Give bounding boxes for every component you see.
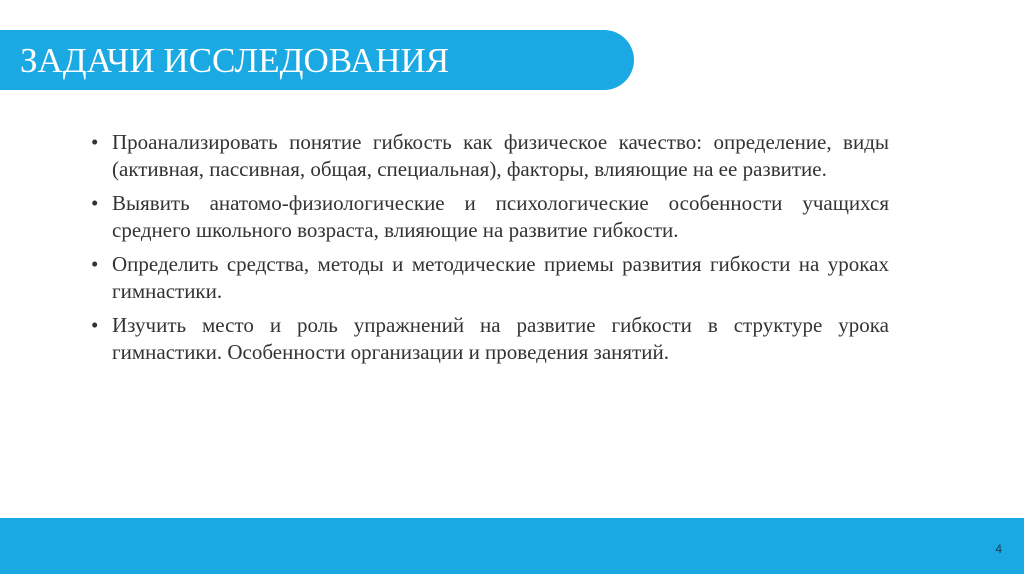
task-text: Изучить место и роль упражнений на развитие гибкости в структуре урока гимнастики. Особенности организации и проведения занятий. <box>112 313 889 364</box>
task-text: Проанализировать понятие гибкость как физическое качество: определение, виды (активная, пассивная, общая, специальная), факторы, влияющие на ее развитие. <box>112 130 889 181</box>
task-list <box>91 129 889 373</box>
page-number: 4 <box>995 542 1002 556</box>
footer-bar <box>0 518 1024 574</box>
task-text: Определить средства, методы и методические приемы развития гибкости на уроках гимнастики. <box>112 252 889 303</box>
bullet-icon: • <box>91 252 99 276</box>
task-text: Выявить анатомо-физиологические и психологические особенности учащихся среднего школьного возраста, влияющие на развитие гибкости. <box>112 191 889 242</box>
bullet-icon: • <box>91 130 99 154</box>
bullet-icon: • <box>91 191 99 215</box>
task-item <box>91 190 889 244</box>
task-item <box>91 129 889 183</box>
task-item <box>91 312 889 366</box>
title-bar <box>0 30 634 90</box>
bullet-icon: • <box>91 313 99 337</box>
slide-title: ЗАДАЧИ ИССЛЕДОВАНИЯ <box>20 41 450 80</box>
task-item <box>91 251 889 305</box>
